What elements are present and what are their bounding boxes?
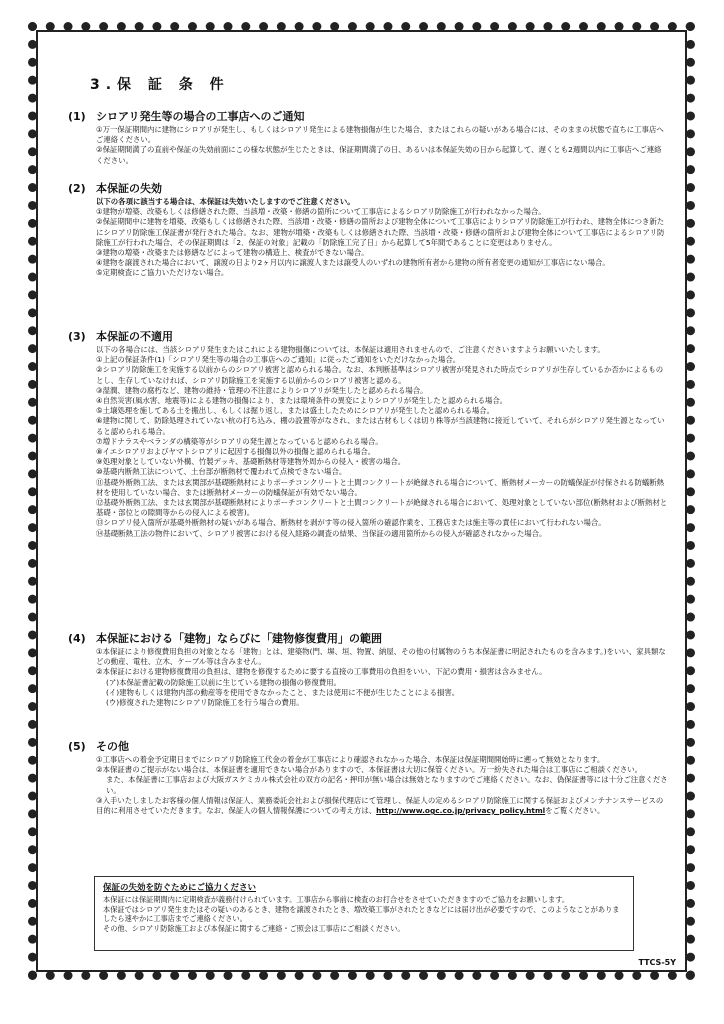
paragraph: ①本保証により修復費用負担の対象となる「建物」とは、建築物(門、塀、垣、物置、納屋、その他の付属物のうち本保証書に明記されたものを含みます。)をいい、家具類などの動産、電柱、立木、ケーブル等は含みません。 [96, 647, 666, 667]
paragraph: ⑩基礎内断熱工法について、土台部が断熱材で覆われて点検できない場合。 [96, 467, 347, 477]
paragraph: ⑪基礎外断熱工法、または玄関部が基礎断熱材によりポーチコンクリートと土間コンクリートが絶縁される場合について、断熱材メーカーの防蟻保証が付保される防蟻断熱材を使用していない場合、または断熱材メーカーの防蟻保証が有効でない場合。 [96, 477, 665, 497]
paragraph: ③入手いたしましたお客様の個人情報は保証人、業務委託会社および損保代理店にて管理し、保証人の定めるシロアリ防除施工に関する保証およびメンテナンスサービスの目的に利用させていただきます。なお、保証人の個人情報保護についての考え方は、 [96, 795, 664, 816]
paragraph: ④建物を譲渡された場合において、譲渡の日より2ヶ月以内に譲渡人または譲受人のいずれの建物所有者から建物の所有者変更の通知が工事店にない場合。 [96, 258, 610, 268]
paragraph-tail: をご覧ください。 [545, 806, 605, 816]
paragraph: ①建物が増築、改築もしくは修繕された際、当該増・改築・修繕の箇所について工事店によるシロアリ防除施工が行われなかった場合。 [96, 207, 546, 217]
section-heading: 本保証における「建物」ならびに「建物修復費用」の範囲 [96, 632, 382, 645]
paragraph: ②保証期間満了の直前や保証の失効前面にこの様な状態が生じたときは、保証期間満了の日、あるいは本保証失効の日から起算して、遅くとも2週間以内に工事店へご連絡ください。 [96, 145, 662, 165]
paragraph: ⑦増ドナラスやベランダの構築等がシロアリの発生源となっていると認められる場合。 [96, 436, 383, 446]
paragraph: (ア)本保証書記載の防除施工以前に生じている建物の損傷の修復費用。 [106, 677, 341, 687]
section-heading: シロアリ発生等の場合の工事店へのご通知 [96, 110, 305, 123]
notice-line: 本保証には保証期間内に定期検査が義務付けられています。工事店から事前に検査のお打合せをさせていただきますのでご協力をお願いします。 [103, 895, 570, 904]
page-title: 3.保 証 条 件 [90, 77, 230, 93]
privacy-policy-link[interactable]: http://www.ogc.co.jp/privacy_policy.html [376, 806, 546, 816]
paragraph: ⑭基礎断熱工法の物件において、シロアリ被害における侵入経路の調査の結果、当保証の適用箇所からの侵入が確認されなかった場合。 [96, 528, 547, 538]
paragraph: ①上記の保証条件(1)「シロアリ発生等の場合の工事店へのご通知」に従ったご通知をいただけなかった場合。 [96, 355, 461, 365]
paragraph: ②シロアリ防除施工を実施する以前からのシロアリ被害と認められる場合。なお、本判断基準はシロアリ被害が発見された時点でシロアリが生存しているか否かによるものとし、生存していなければ、シロアリ防除施工を実施する以前からのシロアリ被害と認める。 [96, 365, 664, 385]
section-number: (4) [68, 632, 86, 645]
document-code: TTCS-5Y [638, 958, 676, 967]
section-notification [68, 108, 668, 166]
section-number: (3) [68, 330, 86, 343]
paragraph: (ウ)修復された建物にシロアリ防除施工を行う場合の費用。 [106, 698, 304, 708]
paragraph: ⑨処理対象としていない外構、竹製デッキ、基礎断熱材等建物外周からの侵入・被害の場合。 [96, 457, 406, 467]
paragraph: ①万一保証期間内に建物にシロアリが発生し、もしくはシロアリ発生による建物損傷が生じた場合、またはこれらの疑いがある場合には、そのままの状態で直ちに工事店へご連絡ください。 [96, 125, 664, 145]
paragraph: ③湿潤、建物の腐朽など、建物の維持・管理の不注意によりシロアリが発生したと認められる場合。 [96, 385, 428, 395]
paragraph: ⑧イエシロアリおよびヤマトシロアリに起因する損傷以外の損傷と認められる場合。 [96, 447, 376, 457]
section-invalidation [68, 180, 668, 279]
notice-heading: 保証の失効を防ぐためにご協力ください [103, 883, 257, 893]
paragraph: ②保証期間中に建物を増築、改築もしくは修繕された際、当該増・改築・修繕の箇所および建物全体について工事店によりシロアリ防除施工が行われ、建物全体につき新たにシロアリ防除施工保証書が発行された場合。なお、建物が増築・改築もしくは修繕された際、当該増・改築・修繕の箇所および建物全体について工事店によるシロアリ防除施工が行われた場合、その保証期間は「2．保証の対象」記載の「防除施工完了日」から起算して5年間であることに変更はありません。 [96, 217, 665, 247]
section-heading: その他 [96, 740, 129, 753]
section-non-application [68, 328, 668, 539]
section-intro: 以下の各項に該当する場合は、本保証は失効いたしますのでご注意ください。 [96, 197, 355, 206]
paragraph: (イ)建物もしくは建物内部の動産等を使用できなかったこと、または使用に不便が生じたことによる損害。 [106, 687, 460, 697]
section-heading: 本保証の失効 [96, 182, 162, 195]
section-heading: 本保証の不適用 [96, 330, 173, 343]
notice-box [94, 876, 634, 951]
paragraph: ②本保証書のご提示がない場合は、本保証書を適用できない場合がありますので、本保証書は大切に保管ください。万一紛失された場合は工事店にご相談ください。 [96, 765, 643, 775]
section-intro: 以下の各場合には、当該シロアリ発生またはこれによる建物損傷については、本保証は適用されませんので、ご注意くださいますようお願いいたします。 [96, 345, 605, 354]
paragraph: ③建物の増築・改築または修繕などによって建物の構造上、検査ができない場合。 [96, 248, 369, 258]
paragraph: ①工事店への着金予定期日までにシロアリ防除施工代金の着金が工事店により確認されなかった場合、本保証は保証期間開始時に遡って無効となります。 [96, 755, 605, 764]
section-number: (2) [68, 182, 86, 195]
section-number: (5) [68, 740, 86, 753]
paragraph: ⑤定期検査にご協力いただけない場合。 [96, 268, 229, 278]
paragraph: ④自然災害(風水害、地震等)による建物の損傷により、または環境条件の異変によりシロアリが発生したと認められる場合。 [96, 396, 508, 406]
section-number: (1) [68, 110, 86, 123]
notice-line: 本保証ではシロアリ発生またはその疑いのあるとき、建物を譲渡されたとき、増改築工事がされたときなどには届け出が必要ですので、このようなことがありましたら速やかに工事店までご連絡ください。 [103, 904, 620, 924]
section-scope [68, 630, 668, 708]
paragraph: また、本保証書に工事店および大阪ガスケミカル株式会社の双方の記名・押印が無い場合は無効となりますのでご連絡ください。なお、偽保証書等には十分ご注意ください。 [106, 775, 668, 795]
paragraph: ⑤土壌処理を施してある土を搬出し、もしくは掘り返し、または盛土したためにシロアリが発生したと認められる場合。 [96, 406, 495, 416]
section-other [68, 738, 668, 816]
paragraph: ⑫基礎外断熱工法、または玄関部が基礎断熱材によりポーチコンクリートと土間コンクリートが絶縁される場合において、処理対象としていない部位(断熱材および断熱材と基礎・部位との隙間等からの侵入による被害)。 [96, 498, 668, 518]
paragraph: ⑬シロアリ侵入箇所が基礎外断熱材の疑いがある場合、断熱材を剥がす等の侵入箇所の確認作業を、工務店または施主等の責任において行われない場合。 [96, 518, 606, 528]
paragraph: ②本保証における建物修復費用の負担は、建物を修復するために要する直接の工事費用の負担をいい、下記の費用・損害は含みません。 [96, 667, 547, 677]
paragraph: ⑥建物に関して、防除処理されていない杭の打ち込み、棚の設置等がなされ、または古材もしくは切り株等が当該建物に接近していて、それらがシロアリ発生源となっていると認められる場合。 [96, 416, 665, 436]
notice-line: その他、シロアリ防除施工および本保証に関するご連絡・ご照会は工事店にご相談ください。 [103, 923, 405, 933]
